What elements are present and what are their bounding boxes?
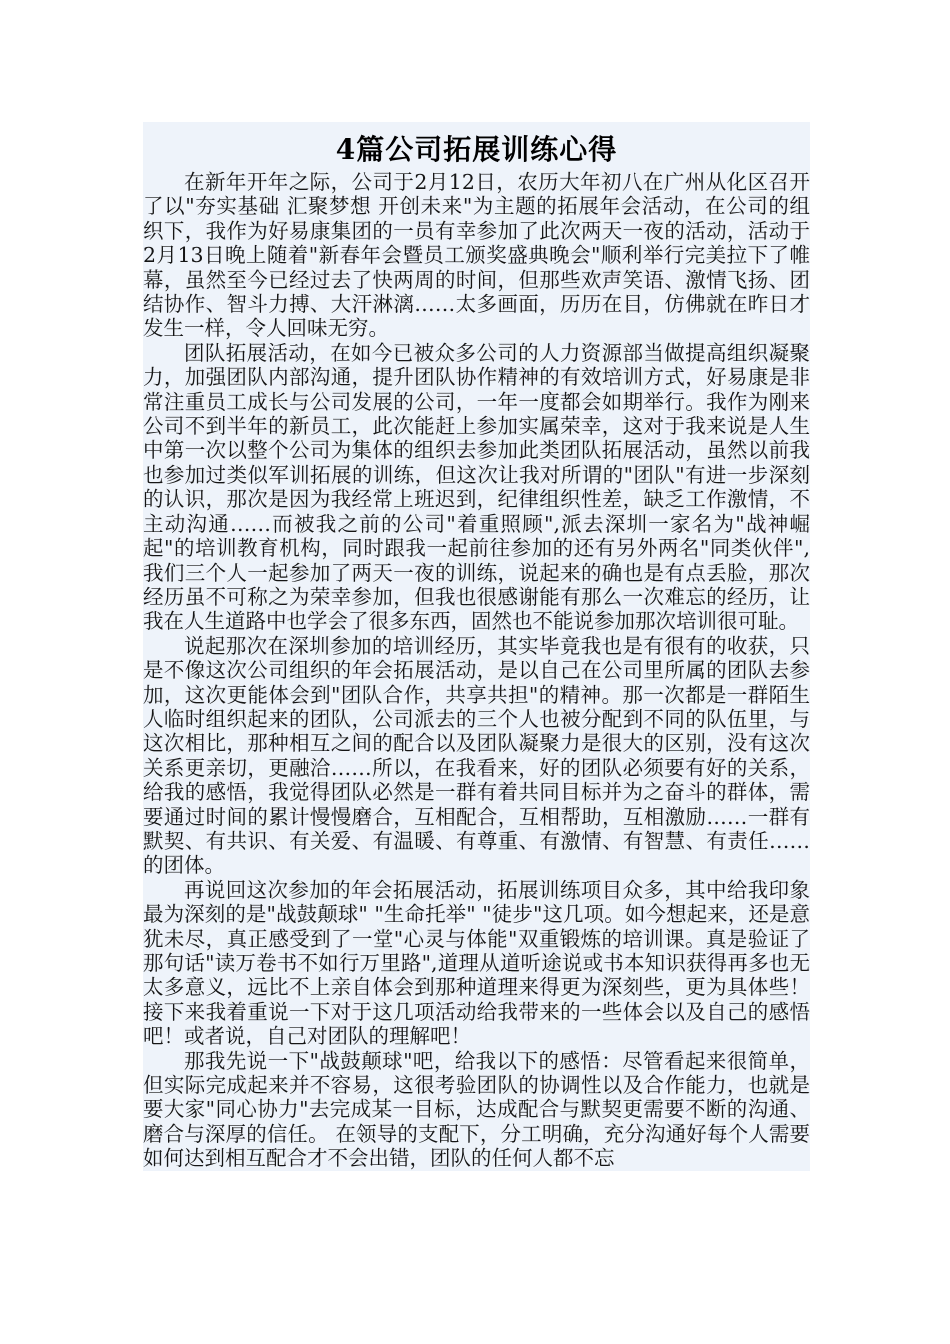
paragraph-3: 说起那次在深圳参加的培训经历，其实毕竟我也是有很有的收获，只是不像这次公司组织的年会拓展活动，是以自己在公司里所属的团队去参加，这次更能体会到"团队合作，共享共担"的精神。那一次都是一群陌生人临时组织起来的团队，公司派去的三个人也被分配到不同的队伍里，与这次相比，那种相互之间的配合以及团队凝聚力是很大的区别，没有这次关系更亲切，更融洽……所以，在我看来，好的团队必须要有好的关系，给我的感悟，我觉得团队必然是一群有着共同目标并为之奋斗的群体，需要通过时间的累计慢慢磨合，互相配合，互相帮助，互相激励……一群有默契、有共识、有关爱、有温暖、有尊重、有激情、有智慧、有责任……的团体。 [143,633,810,878]
document-title: 4篇公司拓展训练心得 [335,133,618,166]
paragraph-1: 在新年开年之际，公司于2月12日，农历大年初八在广州从化区召开了以"夯实基础 汇聚梦想 开创未来"为主题的拓展年会活动，在公司的组织下，我作为好易康集团的一员有幸参加了此次两天一夜的活动，活动于2月13日晚上随着"新春年会暨员工颁奖盛典晚会"顺利举行完美拉下了帷幕，虽然至今已经过去了快两周的时间，但那些欢声笑语、激情飞扬、团结协作、智斗力搏、大汗淋漓……太多画面，历历在目，仿佛就在昨日才发生一样，令人回味无穷。 [143,170,810,341]
paragraph-4: 再说回这次参加的年会拓展活动，拓展训练项目众多，其中给我印象最为深刻的是"战鼓颠球" "生命托举" "徒步"这几项。如今想起来，还是意犹未尽，真正感受到了一堂"心灵与体能"双重锻炼的培训课。真是验证了那句话"读万卷书不如行万里路",道理从道听途说或书本知识获得再多也无太多意义，远比不上亲自体会到那种道理来得更为深刻些，更为具体些！接下来我着重说一下对于这几项活动给我带来的一些体会以及自己的感悟吧！或者说，自己对团队的理解吧！ [143,877,810,1049]
paragraph-2: 团队拓展活动，在如今已被众多公司的人力资源部当做提高组织凝聚力，加强团队内部沟通，提升团队协作精神的有效培训方式，好易康是非常注重员工成长与公司发展的公司，一年一度都会如期举行。我作为刚来公司不到半年的新员工，此次能赶上参加实属荣幸，这对于我来说是人生中第一次以整个公司为集体的组织去参加此类团队拓展活动，虽然以前我也参加过类似军训拓展的训练，但这次让我对所谓的"团队"有进一步深刻的认识，那次是因为我经常上班迟到，纪律组织性差，缺乏工作激情，不主动沟通……而被我之前的公司"着重照顾",派去深圳一家名为"战神崛起"的培训教育机构，同时跟我一起前往参加的还有另外两名"同类伙伴",我们三个人一起参加了两天一夜的训练，说起来的确也是有点丢脸，那次经历虽不可称之为荣幸参加，但我也很感谢能有那么一次难忘的经历，让我在人生道路中也学会了很多东西，固然也不能说参加那次培训很可耻。 [143,340,810,634]
document-body [143,122,810,1171]
paragraph-5: 那我先说一下"战鼓颠球"吧，给我以下的感悟：尽管看起来很简单，但实际完成起来并不容易，这很考验团队的协调性以及合作能力，也就是要大家"同心协力"去完成某一目标，达成配合与默契更需要不断的沟通、磨合与深厚的信任。 在领导的支配下，分工明确，充分沟通好每个人需要如何达到相互配合才不会出错，团队的任何人都不忘 [143,1048,810,1171]
